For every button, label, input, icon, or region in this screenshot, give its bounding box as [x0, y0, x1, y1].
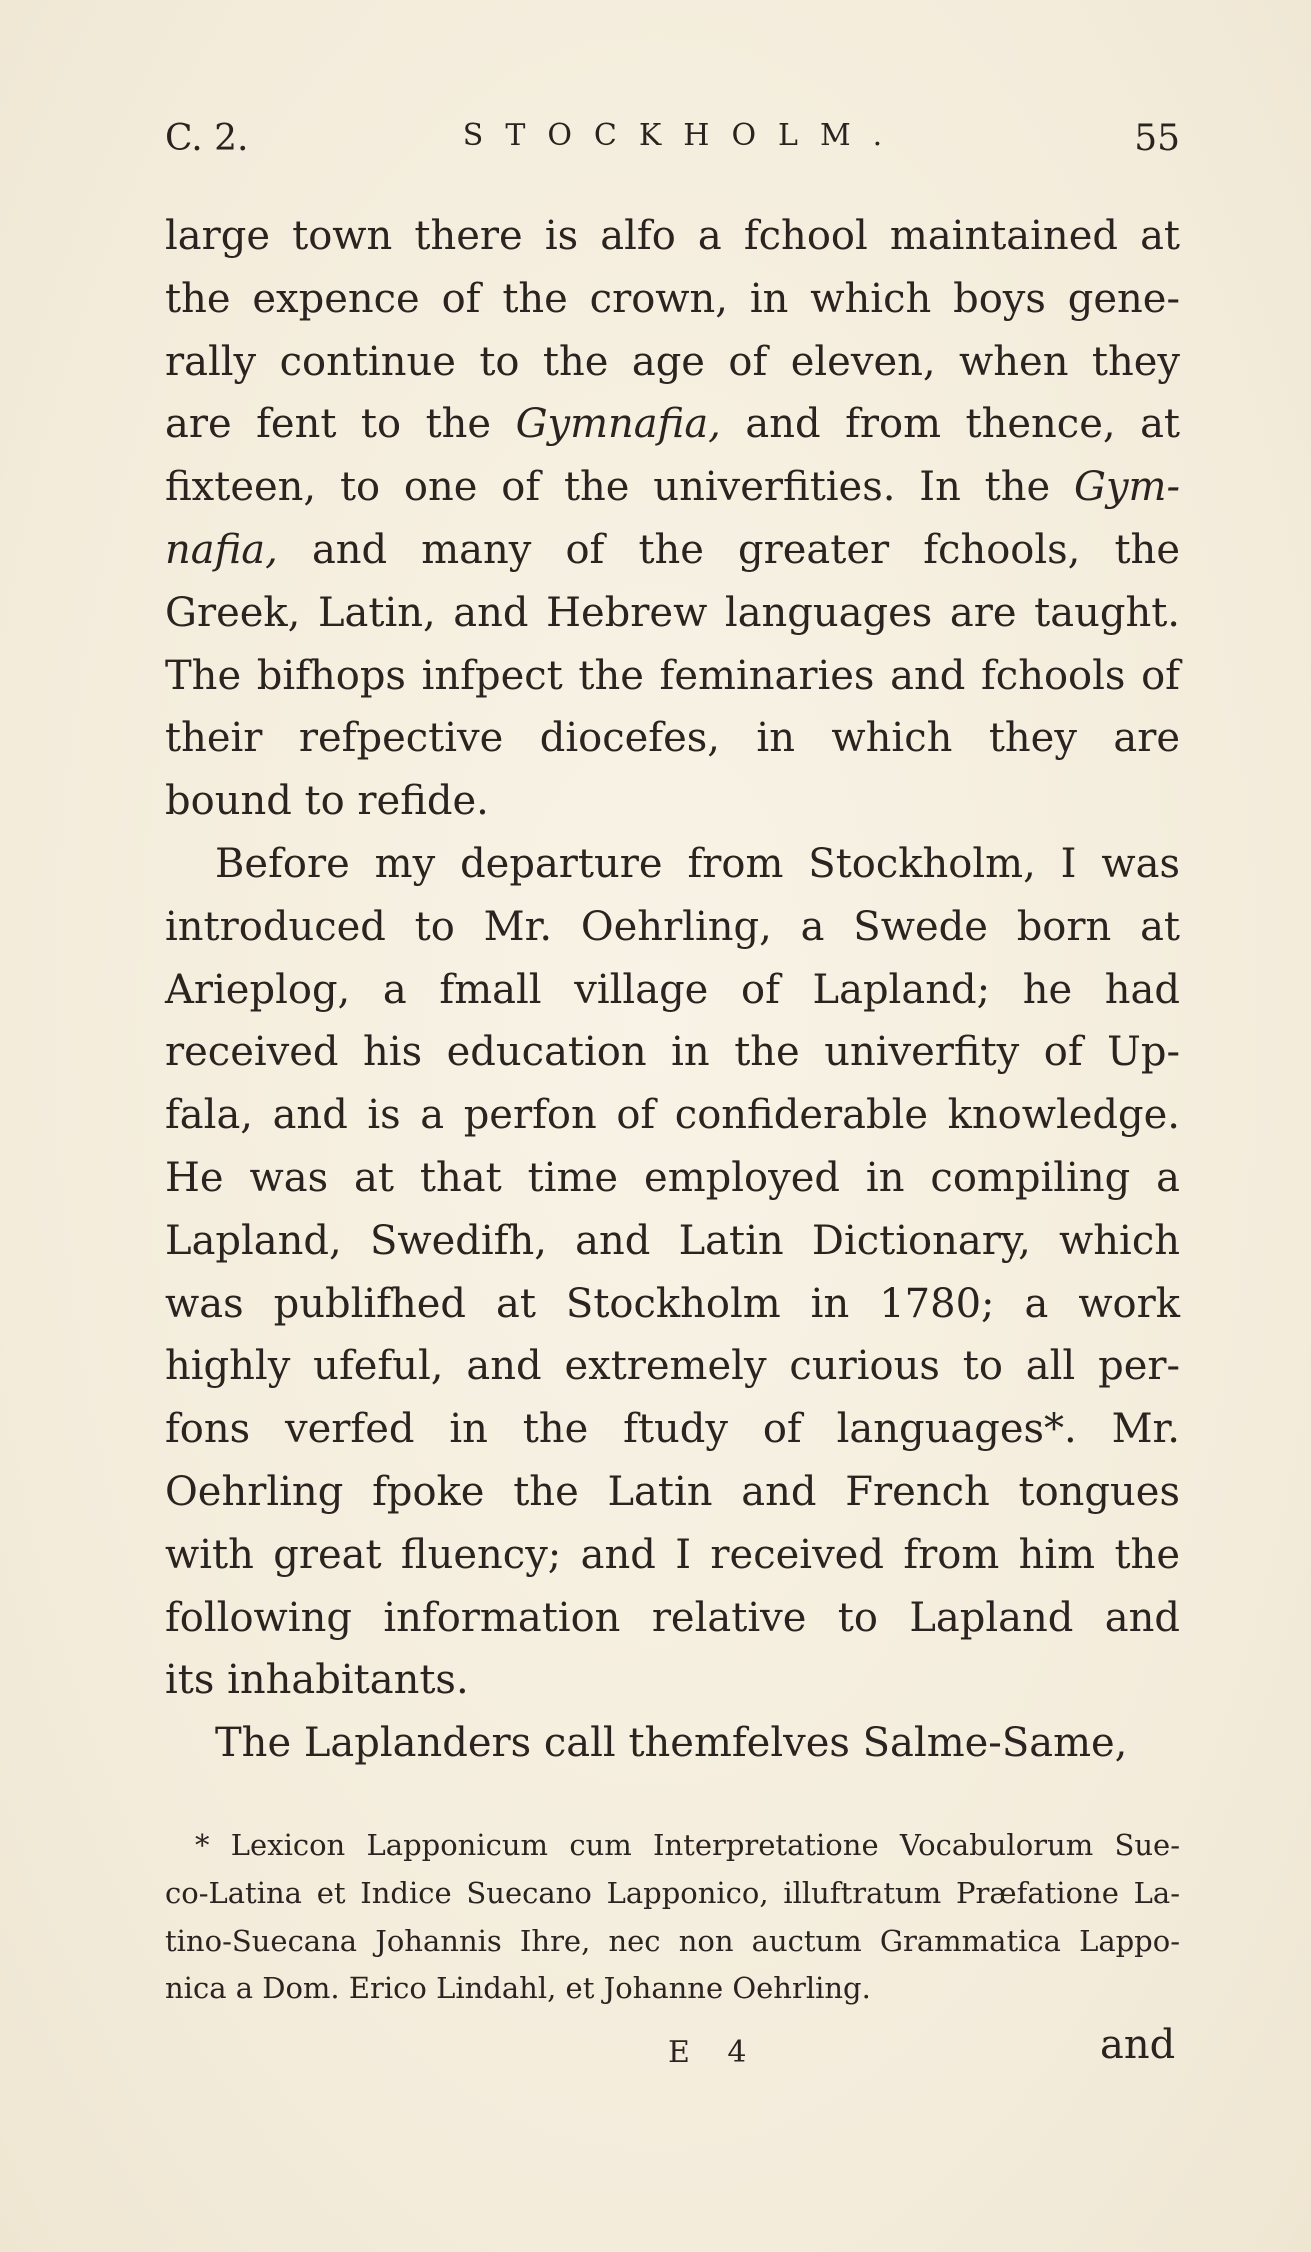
page-number: 55: [1134, 118, 1180, 159]
text-line: [165, 519, 1180, 582]
text-line: with great fluency; and I received from him the: [165, 1531, 1180, 1578]
text-segment: fixteen, to one of the univerfities. In the: [165, 464, 1074, 511]
text-line: Before my departure from Stockholm, I was: [215, 840, 1180, 887]
text-line: Lapland, Swedifh, and Latin Dictionary, which: [165, 1217, 1180, 1264]
text-line: their refpective diocefes, in which they are: [165, 715, 1180, 762]
footnote: [165, 1822, 1180, 2013]
text-line: Greek, Latin, and Hebrew languages are taught.: [165, 589, 1180, 636]
footnote-line: nica a Dom. Erico Lindahl, et Johanne Oehrling.: [165, 1971, 871, 2006]
catchword: and: [1100, 2022, 1176, 2068]
running-header: [165, 118, 1180, 178]
text-line: rally continue to the age of eleven, when they: [165, 338, 1180, 385]
text-line: bound to refide.: [165, 778, 489, 825]
text-line: was publifhed at Stockholm in 1780; a work: [165, 1280, 1180, 1327]
text-line: The bifhops infpect the feminaries and fchools of: [165, 652, 1180, 699]
footnote-line: * Lexicon Lapponicum cum Interpretatione Vocabulorum Sue-: [195, 1828, 1180, 1862]
text-line: its inhabitants.: [165, 1657, 469, 1704]
italic-term: Gym-: [1074, 464, 1180, 511]
footnote-line: co-Latina et Indice Suecano Lapponico, illuftratum Præfatione La-: [165, 1875, 1180, 1910]
footnote-line: tino-Suecana Johannis Ihre, nec non auctum Grammatica Lappo-: [165, 1923, 1180, 1958]
text-line: large town there is alfo a fchool maintained at: [165, 213, 1180, 259]
text-line: fala, and is a perfon of confiderable knowledge.: [165, 1092, 1180, 1139]
text-line: Arieplog, a fmall village of Lapland; he had: [165, 966, 1180, 1013]
text-line: following information relative to Lapland and: [165, 1594, 1180, 1641]
text-segment: and from thence, at: [720, 401, 1180, 448]
text-line: [165, 456, 1180, 519]
body-text: [165, 205, 1180, 1775]
text-line: The Laplanders call themfelves Salme-Same,: [215, 1720, 1128, 1767]
text-line: [165, 393, 1180, 456]
chapter-marker: C. 2.: [165, 118, 249, 159]
text-line: He was at that time employed in compiling a: [165, 1154, 1180, 1201]
italic-term: nafia,: [165, 526, 278, 573]
running-title: STOCKHOLM.: [462, 118, 905, 153]
text-line: Oehrling fpoke the Latin and French tongues: [165, 1468, 1180, 1515]
signature-mark: E 4: [668, 2035, 761, 2070]
text-line: highly ufeful, and extremely curious to all per-: [165, 1343, 1180, 1390]
text-line: received his education in the univerfity of Up-: [165, 1029, 1180, 1076]
text-line: fons verfed in the ftudy of languages*. Mr.: [165, 1406, 1180, 1453]
text-line: the expence of the crown, in which boys gene-: [165, 275, 1180, 322]
text-segment: are fent to the: [165, 401, 516, 448]
text-segment: and many of the greater fchools, the: [277, 526, 1180, 573]
italic-term: Gymnafia,: [515, 401, 721, 448]
text-line: introduced to Mr. Oehrling, a Swede born at: [165, 903, 1180, 950]
